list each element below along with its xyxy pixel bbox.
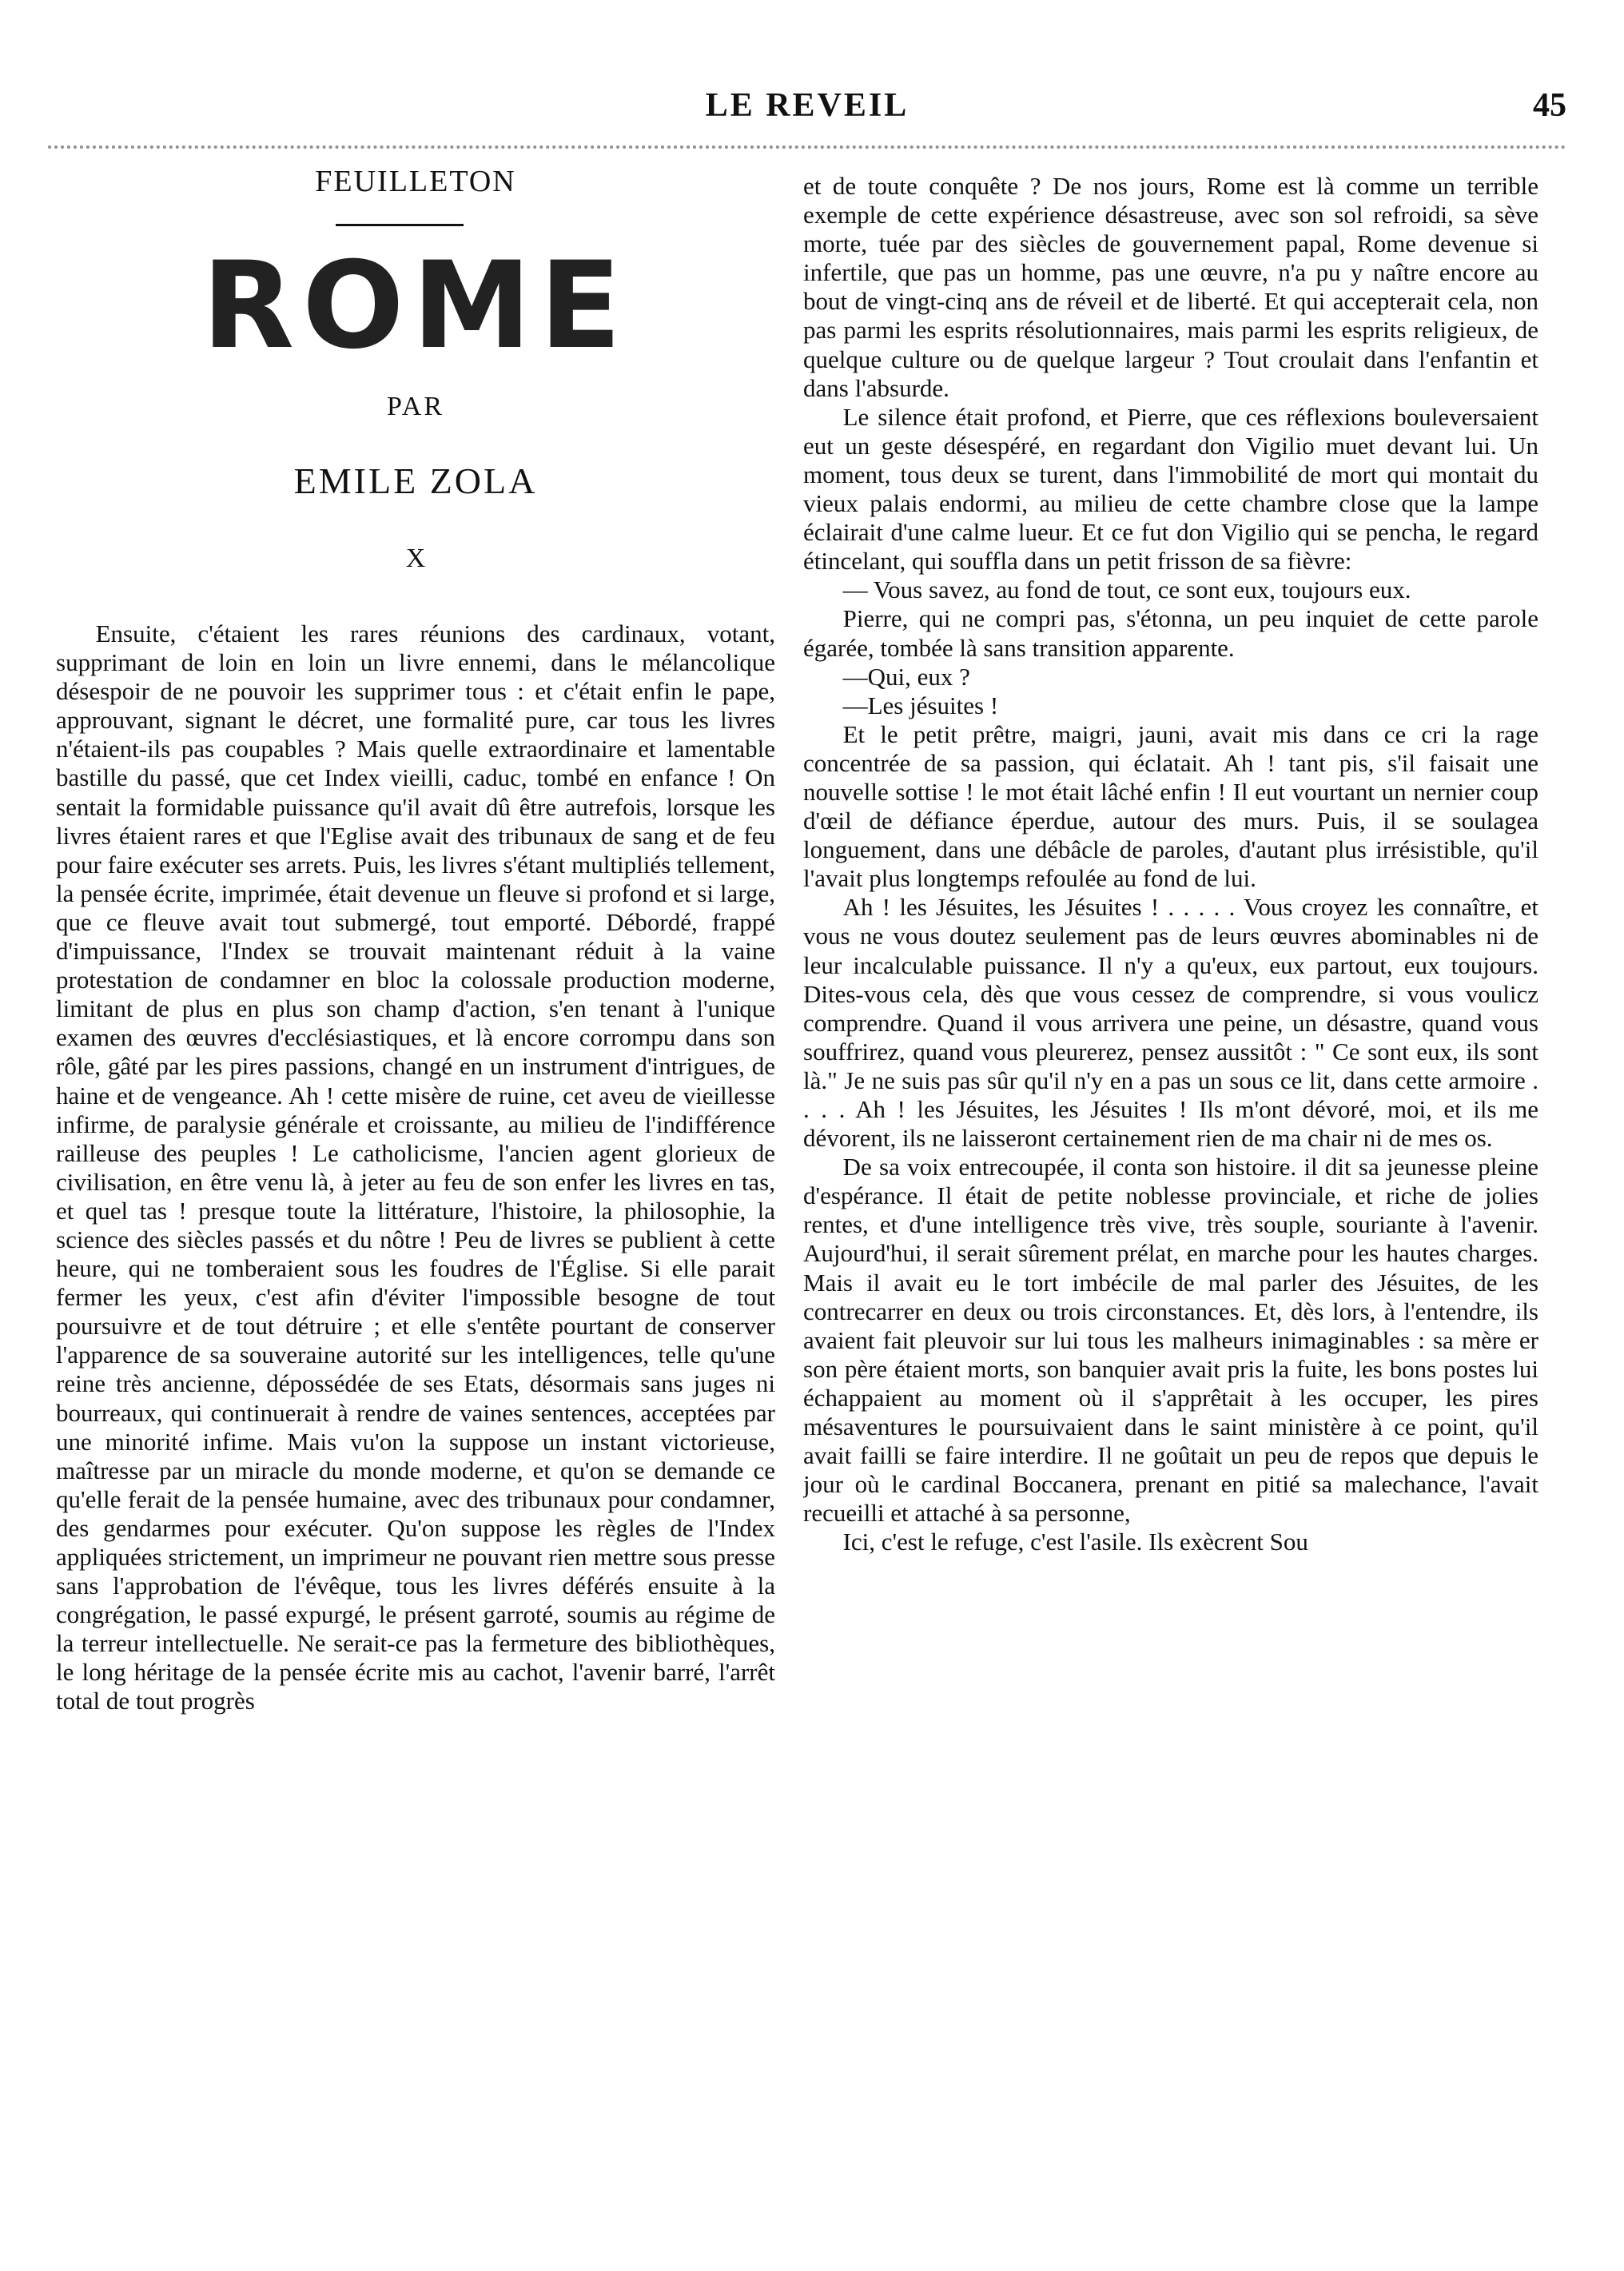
section-label: FEUILLETON — [315, 165, 516, 198]
chapter-number: X — [405, 544, 426, 573]
paragraph: Ici, c'est le refuge, c'est l'asile. Ils exècrent Sou — [842, 1528, 1308, 1556]
paragraph: Le silence était profond, et Pierre, que ces réflexions bouleversaient eut un geste désespéré, en regardant don Vigilio muet devant lui. Un moment, tous deux se turent, dans l'immobilité de mort qui montait du vieux palais endormi, au milieu de cette chambre close que la lampe éclairait d'une calme lueur. Et ce fut don Vigilio qui se pencha, le regard étincelant, qui souffla dans un petit frisson de sa fièvre: — [803, 402, 1538, 576]
paragraph: —Qui, eux ? — [842, 662, 970, 691]
paragraph: Ensuite, c'étaient les rares réunions des cardinaux, votant, supprimant de loin en loin un livre ennemi, dans le mélancolique désespoir de ne pouvoir les supprimer tous : et c'était enfin le pape, approuvant, signant le décret, une formalité pure, car tous les livres n'étaient-ils pas coupables ? Mais quelle extraordinaire et lamentable bastille du passé, que cet Index vieilli, caduc, tombé en enfance ! On sentait la formidable puissance qu'il avait dû être autrefois, lorsque les livres étaient rares et que l'Eglise avait des tribunaux de sang et de feu pour faire exécuter ses arrets. Puis, les livres s'étant multipliés tellement, la pensée écrite, imprimée, était devenue un fleuve si profond et si large, que ce fleuve avait tout submergé, tout emporté. Débordé, frappé d'impuissance, l'Index se trouvait maintenant réduit à la vaine protestation de condamner en bloc la colossale production moderne, limitant de plus en plus son champ d'action, s'en tenant à l'unique examen des œuvres d'ecclésiastiques, et là encore corrompu dans son rôle, gâté par les pires passions, changé en un instrument d'intrigues, de haine et de vengeance. Ah ! cette misère de ruine, cet aveu de vieillesse infirme, de paralysie générale et croissante, au milieu de l'indifférence railleuse des peuples ! Le catholicisme, l'ancien agent glorieux de civilisation, en être venu là, à jeter au feu de son enfer les livres en tas, et quel tas ! presque toute la littérature, l'histoire, la philosophie, la science des siècles passés et du nôtre ! Peu de livres se publient à cette heure, qui ne tomberaient sous les foudres de l'Église. Si elle parait fermer les yeux, c'est afin d'éviter l'impossible besogne de tout poursuivre et de tout détruire ; et elle s'entête pourtant de conserver l'apparence de sa souveraine autorité sur les intelligences, telle qu'une reine très ancienne, dépossédée de ses Etats, désormais sans juges ni bourreaux, qui continuerait à rendre de vaines sentences, acceptées par une minorité infime. Mais vu'on la suppose un instant victorieuse, maîtresse par un miracle du monde moderne, et qu'on se demande ce qu'elle ferait de la pensée humaine, avec des tribunaux pour condamner, des gendarmes pour exécuter. Qu'on suppose les règles de l'Index appliquées strictement, un imprimeur ne pouvant rien mettre sous presse sans l'approbation de l'évêque, tous les livres déférés ensuite à la congrégation, le passé expurgé, le présent garroté, soumis au régime de la terreur intellectuelle. Ne serait-ce pas la fermeture des bibliothèques, le long héritage de la pensée écrite mis au cachot, l'avenir barré, l'arrêt total de tout progrès — [56, 620, 775, 1715]
title-rule — [336, 224, 464, 226]
left-column — [56, 620, 775, 2202]
header-divider — [48, 145, 1566, 153]
author-name: EMILE ZOLA — [293, 460, 538, 501]
paragraph: et de toute conquête ? De nos jours, Rome est là comme un terrible exemple de cette expérience désastreuse, avec son sol refroidi, sa sève morte, tuée par des siècles de gouvernement papal, Rome devenue si infertile, que pas un homme, pas une œuvre, n'a pu y naître encore au bout de vingt-cinq ans de réveil et de liberté. Et qui accepterait cela, non pas parmi les esprits résolutionnaires, mais parmi les esprits religieux, de quelque culture ou de quelque largeur ? Tout croulait dans l'enfantin et dans l'absurde. — [803, 172, 1538, 402]
journal-title: LE REVEIL — [705, 87, 910, 124]
paragraph: Pierre, qui ne compri pas, s'étonna, un peu inquiet de cette parole égarée, tombée là sans transition apparente. — [803, 604, 1538, 662]
right-column — [803, 172, 1538, 2218]
paragraph: — Vous savez, au fond de tout, ce sont eux, toujours eux. — [842, 576, 1411, 604]
page-number: 45 — [1533, 87, 1566, 124]
page-header — [48, 86, 1566, 134]
paragraph: Ah ! les Jésuites, les Jésuites ! . . . . . Vous croyez les connaître, et vous ne vous doutez seulement pas de leurs œuvres abominables ni de leur incalculable puissance. Il n'y a qu'eux, eux partout, eux toujours. Dites-vous cela, dès que vous cessez de comprendre, si vous voulicz comprendre. Quand il vous arrivera une peine, un désastre, quand vous souffrirez, quand vous pleurerez, pensez aussitôt : " Ce sont eux, ils sont là." Je ne suis pas sûr qu'il n'y en a pas un sous ce lit, dans cette armoire . . . . Ah ! les Jésuites, les Jésuites ! Ils m'ont dévoré, moi, et ils me dévorent, ils ne laisseront certainement rien de ma chair ni de mes os. — [803, 893, 1538, 1153]
paragraph: Et le petit prêtre, maigri, jauni, avait mis dans ce cri la rage concentrée de sa passion, qui éclatait. Ah ! tant pis, s'il faisait une nouvelle sottise ! le mot était lâché enfin ! Il eut vourtant un nernier coup d'œil de défiance éperdue, autour des murs. Puis, il se soulagea longuement, dans une débâcle de paroles, d'autant plus irrésistible, qu'il l'avait plus longtemps refoulée au fond de lui. — [803, 719, 1538, 893]
paragraph: —Les jésuites ! — [842, 691, 999, 719]
byline-par: PAR — [386, 392, 445, 421]
story-title: ROME — [201, 237, 630, 376]
paragraph: De sa voix entrecoupée, il conta son histoire. il dit sa jeunesse pleine d'espérance. Il était de petite noblesse provinciale, et riche de jolies rentes, et d'une intelligence très vive, très souple, souriante à l'avenir. Aujourd'hui, il serait sûrement prélat, en marche pour les hautes charges. Mais il avait eu le tort imbécile de mal parler des Jésuites, de les contrecarrer en deux ou trois circonstances. Et, dès lors, à l'entendre, ils avaient fait pleuvoir sur lui tous les malheurs inimaginables : sa mère er son père étaient morts, son banquier avait pris la fuite, les bons postes lui échappaient au moment où il s'apprêtait à les occuper, les pires mésaventures le poursuivaient dans le saint ministère à ce point, qu'il avait failli se faire interdire. Il ne goûtait un peu de repos que depuis le jour où le cardinal Boccanera, prenant en pitié sa malechance, l'avait recueilli et attaché à sa personne, — [803, 1153, 1538, 1528]
